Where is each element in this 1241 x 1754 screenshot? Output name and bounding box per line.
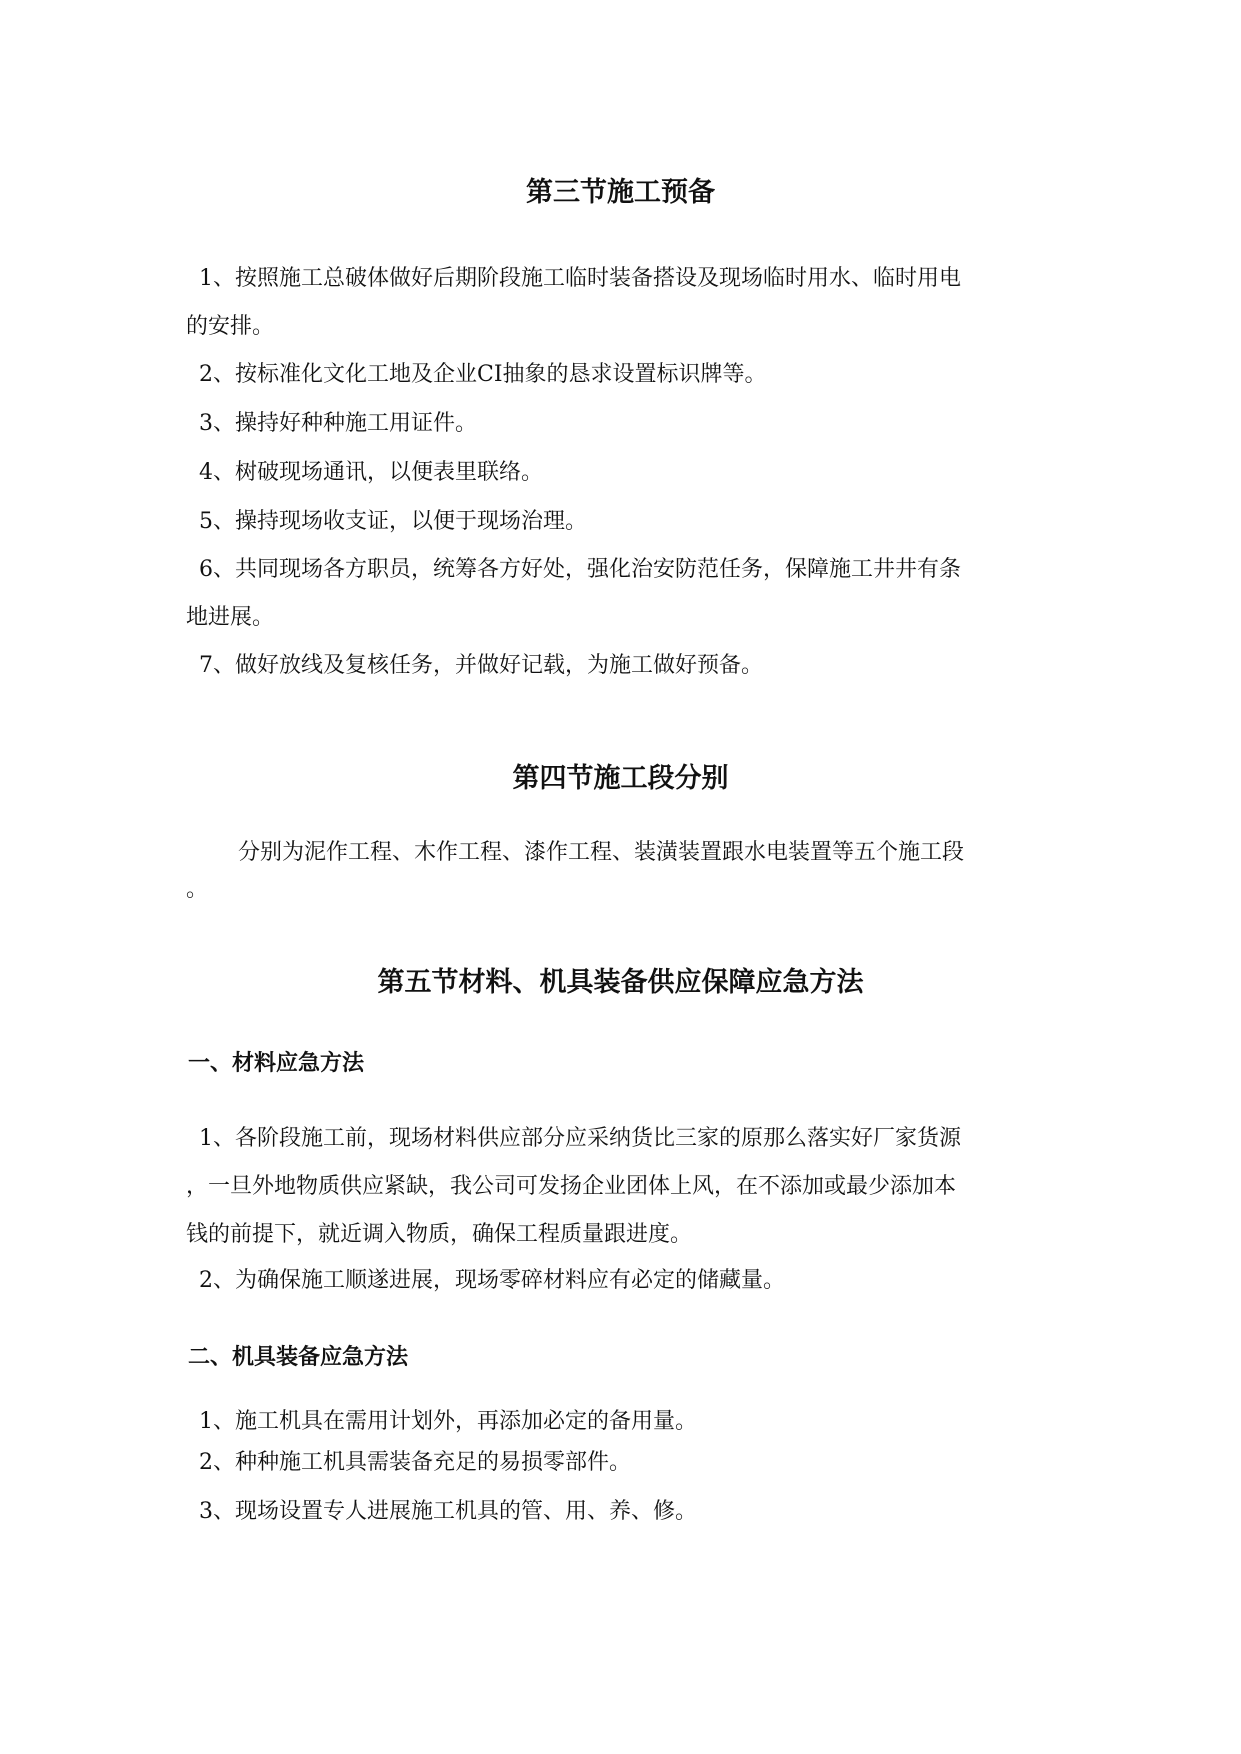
materials-item-1-line-2: ，一旦外地物质供应紧缺，我公司可发扬企业团体上风，在不添加或最少添加本: [186, 1174, 957, 1199]
section-3-item-1-line-2: 的安排。: [186, 314, 275, 339]
section-4-paragraph-line-1: 分别为泥作工程、木作工程、漆作工程、装潢装置跟水电装置等五个施工段: [238, 840, 965, 865]
subsection-materials-heading: 一、材料应急方法: [188, 1051, 365, 1076]
materials-item-1-line-3: 钱的前提下，就近调入物质，确保工程质量跟进度。: [186, 1222, 693, 1247]
section-3-item-5: 5、操持现场收支证，以便于现场治理。: [199, 509, 587, 534]
section-4-paragraph-line-2: 。: [186, 877, 209, 902]
subsection-equipment-heading: 二、机具装备应急方法: [188, 1345, 409, 1370]
section-3-item-6-line-1: 6、共同现场各方职员，统筹各方好处，强化治安防范任务，保障施工井井有条: [199, 557, 961, 582]
section-4-title: 第四节施工段分别: [512, 763, 729, 794]
materials-item-1-line-1: 1、各阶段施工前，现场材料供应部分应采纳货比三家的原那么落实好厂家货源: [199, 1126, 961, 1151]
section-3-title: 第三节施工预备: [526, 177, 715, 208]
equipment-item-1: 1、施工机具在需用计划外，再添加必定的备用量。: [199, 1409, 697, 1434]
section-3-item-1-line-1: 1、按照施工总破体做好后期阶段施工临时装备搭设及现场临时用水、临时用电: [199, 266, 961, 291]
section-3-item-4: 4、树破现场通讯，以便表里联络。: [199, 460, 543, 485]
section-3-item-3: 3、操持好种种施工用证件。: [199, 411, 477, 436]
materials-item-2: 2、为确保施工顺遂进展，现场零碎材料应有必定的储藏量。: [199, 1268, 785, 1293]
section-3-item-6-line-2: 地进展。: [186, 605, 275, 630]
section-3-item-7: 7、做好放线及复核任务，并做好记载，为施工做好预备。: [199, 653, 763, 678]
section-5-title: 第五节材料、机具装备供应保障应急方法: [377, 967, 864, 998]
equipment-item-2: 2、种种施工机具需装备充足的易损零部件。: [199, 1450, 631, 1475]
equipment-item-3: 3、现场设置专人进展施工机具的管、用、养、修。: [199, 1499, 697, 1524]
section-3-item-2: 2、按标准化文化工地及企业CI抽象的恳求设置标识牌等。: [199, 362, 767, 387]
